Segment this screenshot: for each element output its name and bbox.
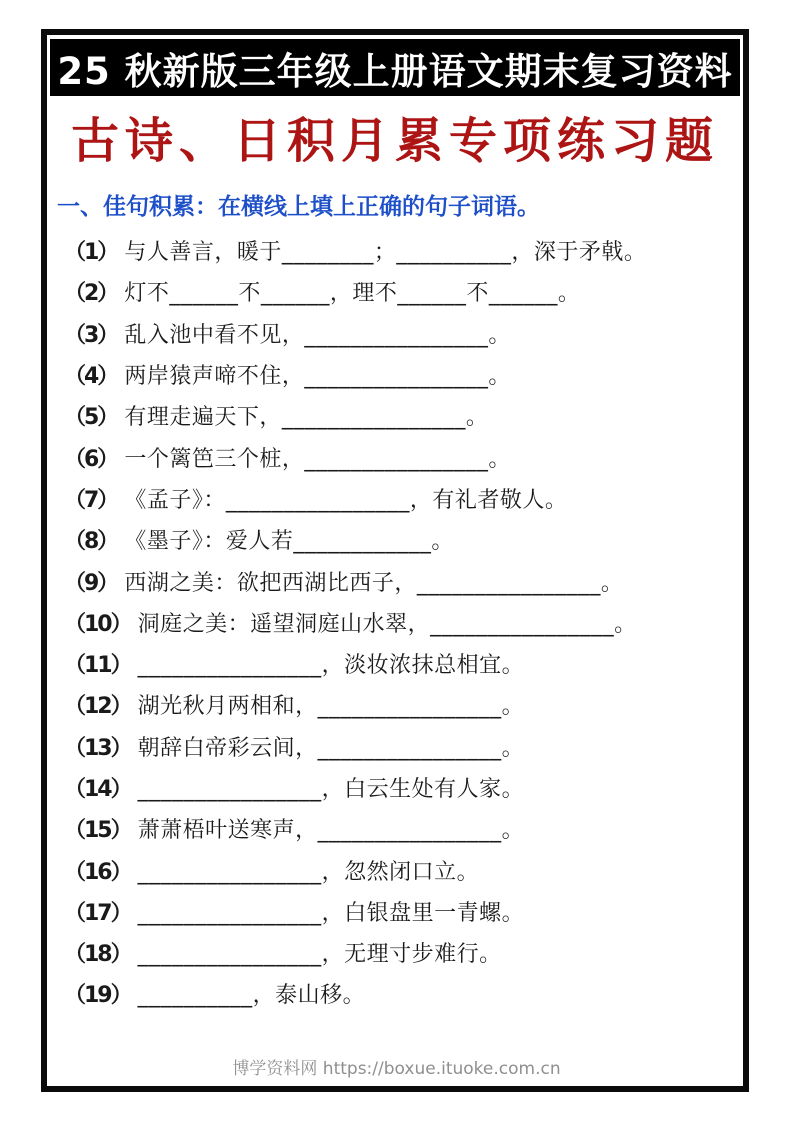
question-item-8 bbox=[64, 519, 743, 560]
question-item-14 bbox=[64, 767, 743, 808]
question-item-11 bbox=[64, 643, 743, 684]
question-item-4 bbox=[64, 354, 743, 395]
question-number: （6） bbox=[64, 446, 118, 472]
question-item-16 bbox=[64, 849, 743, 890]
question-text: 有理走遍天下，________________。 bbox=[124, 405, 489, 431]
question-number: （19） bbox=[64, 983, 131, 1009]
question-item-6 bbox=[64, 436, 743, 477]
question-text: ________________，无理寸步难行。 bbox=[137, 942, 502, 968]
question-item-17 bbox=[64, 891, 743, 932]
question-number: （8） bbox=[64, 529, 118, 555]
question-number: （15） bbox=[64, 818, 131, 844]
question-item-12 bbox=[64, 684, 743, 725]
question-list bbox=[47, 230, 743, 1015]
question-text: 与人善言，暖于________；__________，深于矛戟。 bbox=[124, 240, 647, 266]
question-text: 西湖之美：欲把西湖比西子，________________。 bbox=[124, 570, 624, 596]
question-item-7 bbox=[64, 478, 743, 519]
question-item-18 bbox=[64, 932, 743, 973]
question-text: 乱入池中看不见，________________。 bbox=[124, 322, 511, 348]
question-number: （12） bbox=[64, 694, 131, 720]
question-text: 一个篱笆三个桩，________________。 bbox=[124, 446, 511, 472]
question-number: （10） bbox=[64, 611, 131, 637]
question-text: ________________，白云生处有人家。 bbox=[137, 777, 525, 802]
question-text: __________，泰山移。 bbox=[137, 983, 366, 1009]
question-number: （16） bbox=[64, 859, 131, 885]
question-item-19 bbox=[64, 973, 743, 1014]
question-text: 灯不______不______，理不______不______。 bbox=[124, 281, 581, 307]
question-item-3 bbox=[64, 313, 743, 354]
question-number: （14） bbox=[64, 777, 131, 802]
question-number: （5） bbox=[64, 405, 118, 431]
question-number: （4） bbox=[64, 364, 118, 390]
question-text: ________________，白银盘里一青螺。 bbox=[137, 900, 525, 926]
question-text: 《墨子》：爱人若____________。 bbox=[124, 529, 454, 555]
question-number: （18） bbox=[64, 942, 131, 968]
footer-site-text: 博学资料网 https://boxue.ituoke.com.cn bbox=[232, 1059, 561, 1079]
question-item-15 bbox=[64, 808, 743, 849]
question-item-5 bbox=[64, 395, 743, 436]
question-number: （7） bbox=[64, 487, 118, 513]
question-item-2 bbox=[64, 271, 743, 312]
question-number: （11） bbox=[64, 653, 131, 679]
footer-watermark bbox=[0, 1056, 793, 1082]
header-title: 25 秋新版三年级上册语文期末复习资料 bbox=[57, 49, 733, 93]
question-number: （2） bbox=[64, 281, 118, 307]
question-item-13 bbox=[64, 726, 743, 767]
section-heading: 一、佳句积累：在横线上填上正确的句子词语。 bbox=[57, 194, 540, 220]
question-text: 萧萧梧叶送寒声，________________。 bbox=[137, 818, 525, 844]
question-text: 朝辞白帝彩云间，________________。 bbox=[137, 735, 525, 761]
question-text: ________________，淡妆浓抹总相宜。 bbox=[137, 653, 525, 679]
question-text: 湖光秋月两相和，________________。 bbox=[137, 694, 525, 720]
question-text: 两岸猿声啼不住，________________。 bbox=[124, 364, 511, 390]
question-text: 洞庭之美：遥望洞庭山水翠，________________。 bbox=[137, 611, 637, 637]
page-border-frame bbox=[41, 29, 749, 1092]
question-number: （9） bbox=[64, 570, 118, 596]
question-item-1 bbox=[64, 230, 743, 271]
question-text: 《孟子》：________________，有礼者敬人。 bbox=[124, 487, 568, 513]
header-bar bbox=[50, 39, 740, 96]
question-number: （3） bbox=[64, 322, 118, 348]
question-text: ________________，忽然闭口立。 bbox=[137, 859, 480, 885]
question-item-10 bbox=[64, 602, 743, 643]
question-number: （17） bbox=[64, 900, 131, 926]
doc-title: 古诗、日积月累专项练习题 bbox=[70, 113, 719, 169]
question-item-9 bbox=[64, 560, 743, 601]
question-number: （13） bbox=[64, 735, 131, 761]
question-number: （1） bbox=[64, 240, 118, 266]
